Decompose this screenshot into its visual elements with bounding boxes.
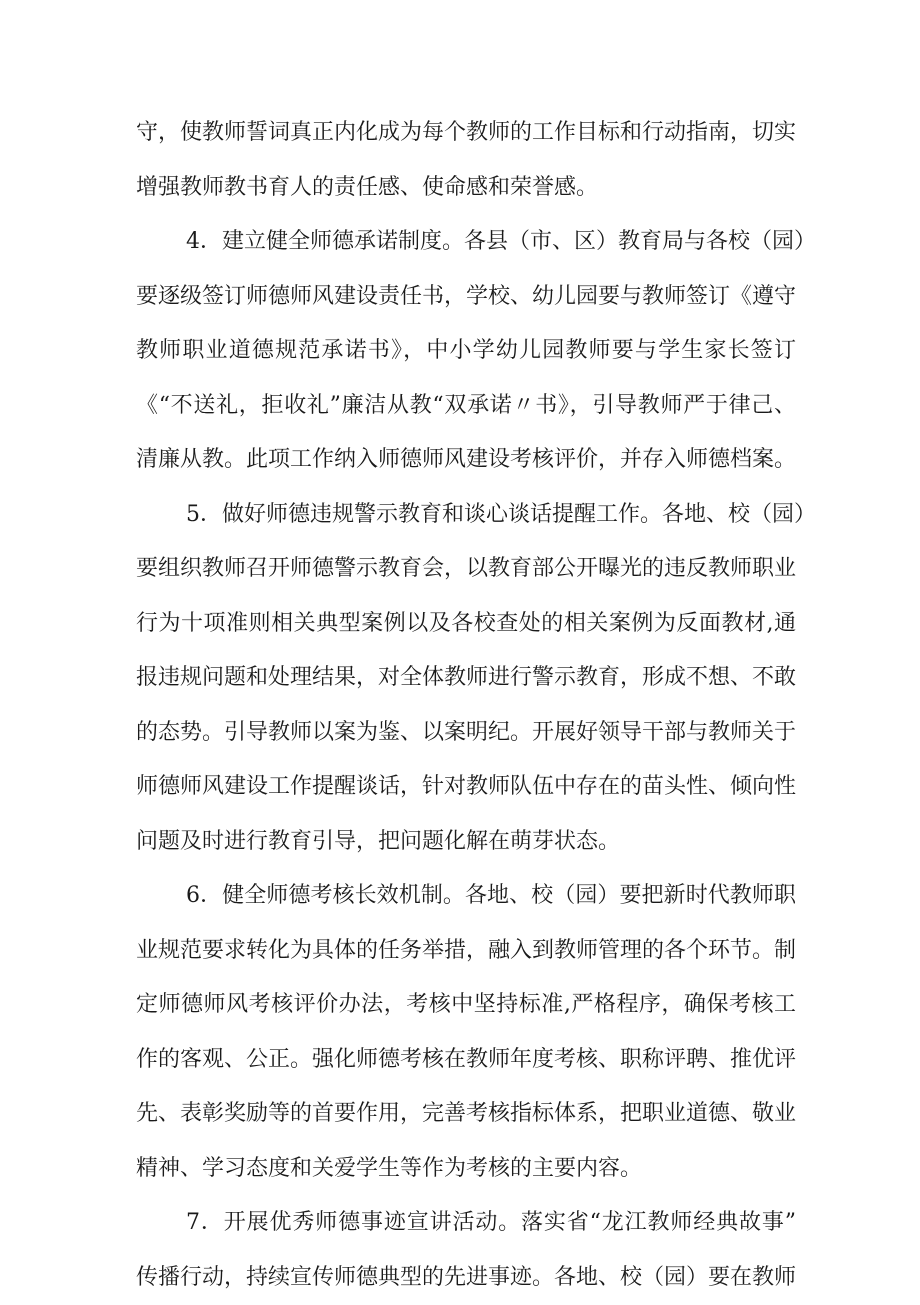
paragraph-line: 守，使教师誓词真正内化成为每个教师的工作目标和行动指南，切实 — [136, 106, 796, 161]
paragraph-line: 传播行动，持续宣传师德典型的先进事迹。各地、校（园）要在教师 — [136, 1251, 796, 1305]
paragraph-line: 定师德师风考核评价办法，考核中坚持标准,严格程序，确保考核工 — [136, 978, 796, 1033]
paragraph-line: 精神、学习态度和关爱学生等作为考核的主要内容。 — [136, 1142, 796, 1197]
paragraph-line: 教师职业道德规范承诺书》，中小学幼儿园教师要与学生家长签订 — [136, 324, 796, 379]
paragraph-line: 先、表彰奖励等的首要作用，完善考核指标体系，把职业道德、敬业 — [136, 1087, 796, 1142]
paragraph-line: 的态势。引导教师以案为鉴、以案明纪。开展好领导干部与教师关于 — [136, 706, 796, 761]
paragraph-line: 4．建立健全师德承诺制度。各县（市、区）教育局与各校（园） — [136, 215, 796, 270]
paragraph-line: 7．开展优秀师德事迹宣讲活动。落实省“龙江教师经典故事” — [136, 1196, 796, 1251]
paragraph-line: 作的客观、公正。强化师德考核在教师年度考核、职称评聘、推优评 — [136, 1033, 796, 1088]
paragraph-line: 清廉从教。此项工作纳入师德师风建设考核评价，并存入师德档案。 — [136, 433, 796, 488]
paragraph-line: 问题及时进行教育引导，把问题化解在萌芽状态。 — [136, 815, 796, 870]
document-body — [136, 106, 796, 1305]
paragraph-line: 行为十项准则相关典型案例以及各校查处的相关案例为反面教材,通 — [136, 597, 796, 652]
paragraph-line: 增强教师教书育人的责任感、使命感和荣誉感。 — [136, 161, 796, 216]
paragraph-line: 5．做好师德违规警示教育和谈心谈话提醒工作。各地、校（园） — [136, 488, 796, 543]
paragraph-line: 报违规问题和处理结果，对全体教师进行警示教育，形成不想、不敢 — [136, 651, 796, 706]
paragraph-line: 业规范要求转化为具体的任务举措，融入到教师管理的各个环节。制 — [136, 924, 796, 979]
paragraph-line: 《“不送礼，拒收礼”廉洁从教“双承诺〃书》，引导教师严于律己、 — [136, 379, 796, 434]
paragraph-line: 师德师风建设工作提醒谈话，针对教师队伍中存在的苗头性、倾向性 — [136, 760, 796, 815]
paragraph-line: 6．健全师德考核长效机制。各地、校（园）要把新时代教师职 — [136, 869, 796, 924]
paragraph-line: 要逐级签订师德师风建设责任书，学校、幼儿园要与教师签订《遵守 — [136, 270, 796, 325]
paragraph-line: 要组织教师召开师德警示教育会，以教育部公开曝光的违反教师职业 — [136, 542, 796, 597]
